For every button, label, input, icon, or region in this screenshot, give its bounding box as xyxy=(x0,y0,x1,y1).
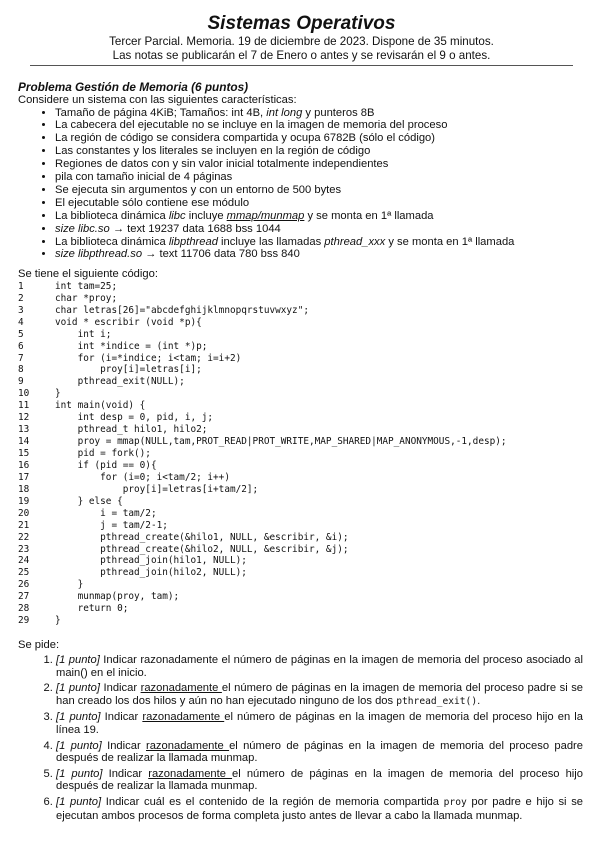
code-text: j = tam/2-1; xyxy=(55,519,168,531)
line-number: 6 xyxy=(18,340,24,352)
feature-item xyxy=(55,248,585,261)
code-text: } else { xyxy=(55,495,123,507)
code-line xyxy=(18,567,585,579)
text-run: pthread_exit() xyxy=(396,695,478,707)
line-number: 24 xyxy=(18,555,30,567)
line-number: 29 xyxy=(18,615,30,627)
text-run: libpthread xyxy=(168,235,218,248)
line-number: 17 xyxy=(18,471,30,483)
text-run: y punteros 8B xyxy=(302,106,375,119)
line-number: 26 xyxy=(18,579,30,591)
code-text: void * escribir (void *p){ xyxy=(55,316,202,328)
question-item xyxy=(56,711,585,736)
code-line xyxy=(18,472,585,484)
text-run: Indicar razonadamente el número de páginas en la imagen de memoria del proceso asociado al main() en el inicio. xyxy=(56,654,583,679)
code-text: pthread_join(hilo2, NULL); xyxy=(55,567,247,579)
text-run: La biblioteca dinámica xyxy=(55,209,169,222)
line-number: 15 xyxy=(18,448,30,459)
text-run: Indicar xyxy=(102,767,149,780)
code-line xyxy=(18,591,585,603)
text-run: Regiones de datos con y sin valor inicial totalmente independientes xyxy=(55,158,389,171)
code-text: } xyxy=(55,388,61,400)
text-run: y se monta en 1ª llamada xyxy=(385,235,515,248)
line-number: 13 xyxy=(18,424,30,436)
line-number: 25 xyxy=(18,567,30,579)
exam-subtitle-2: Las notas se publicarán el 7 de Enero o antes y se revisarán el 9 o antes. xyxy=(112,49,491,62)
question-item xyxy=(56,768,585,793)
code-text: int desp = 0, pid, i, j; xyxy=(55,412,214,424)
questions-intro: Se pide: xyxy=(18,639,60,652)
code-line xyxy=(18,341,585,353)
line-number: 21 xyxy=(18,519,30,531)
text-run: el número de páginas en la imagen de memoria del proceso hijo después de realizar la llamada munmap. xyxy=(56,767,584,793)
line-number: 20 xyxy=(18,507,30,519)
line-number: 12 xyxy=(18,412,30,424)
code-text: proy[i]=letras[i+tam/2]; xyxy=(55,483,259,495)
code-line xyxy=(18,412,585,424)
text-run: razonadamente xyxy=(148,767,233,780)
code-line xyxy=(18,555,585,567)
text-run: incluye las llamadas xyxy=(217,235,325,248)
code-line xyxy=(18,532,585,544)
code-line xyxy=(18,496,585,508)
question-item xyxy=(56,654,585,679)
line-number: 23 xyxy=(18,543,30,555)
line-number: 28 xyxy=(18,603,30,615)
code-line xyxy=(18,353,585,365)
line-number: 18 xyxy=(18,483,30,495)
feature-item xyxy=(55,197,585,210)
text-run: Se ejecuta sin argumentos y con un entorno de 500 bytes xyxy=(55,183,342,196)
text-run: La región de código se considera compartida y ocupa 6782B (sólo el código) xyxy=(55,132,435,145)
text-run: [1 punto] xyxy=(56,739,102,752)
feature-item xyxy=(55,132,585,145)
text-run: y se monta en 1ª llamada xyxy=(304,209,434,222)
code-text: munmap(proy, tam); xyxy=(55,591,180,603)
line-number: 14 xyxy=(18,436,30,448)
text-run: razonadamente xyxy=(140,682,222,695)
code-line xyxy=(18,460,585,472)
text-run: proy xyxy=(443,797,467,808)
text-run: Las constantes y los literales se incluyen en la región de código xyxy=(55,145,371,158)
code-line xyxy=(18,329,585,341)
text-run: pthread_xxx xyxy=(324,235,386,248)
text-run: razonadamente xyxy=(145,739,230,752)
line-number: 5 xyxy=(18,328,24,340)
code-text: int i; xyxy=(55,328,112,340)
line-number: 7 xyxy=(18,352,24,364)
code-text: char *proy; xyxy=(55,292,118,304)
line-number: 8 xyxy=(18,364,24,376)
code-text: } xyxy=(55,579,84,591)
code-line xyxy=(18,388,585,400)
code-line xyxy=(18,305,585,317)
code-line xyxy=(18,544,585,556)
line-number: 19 xyxy=(18,495,30,507)
feature-item xyxy=(55,223,585,236)
feature-item xyxy=(55,119,585,132)
code-line xyxy=(18,317,585,329)
code-text: int *indice = (int *)p; xyxy=(55,340,208,352)
features-list xyxy=(18,107,585,262)
code-text: } xyxy=(55,615,61,627)
text-run: . xyxy=(477,694,481,707)
text-run: size libpthread.so xyxy=(55,248,143,261)
code-line xyxy=(18,400,585,412)
text-run: el número de páginas en la imagen de memoria del proceso padre si se han creado los dos hilos y aún no han ejecutado ninguno de los dos xyxy=(56,682,584,707)
line-number: 2 xyxy=(18,292,24,304)
feature-item xyxy=(55,171,585,184)
header-divider xyxy=(30,65,573,66)
questions-list xyxy=(18,654,585,822)
code-line xyxy=(18,603,585,615)
text-run: el número de páginas en la imagen de memoria del proceso hijo en la línea 19. xyxy=(56,711,584,737)
text-run: Tamaño de página 4KiB; Tamaños: int 4B, xyxy=(55,106,267,119)
question-item xyxy=(56,740,585,765)
line-number: 10 xyxy=(18,388,30,400)
text-run: Indicar cuál es el contenido de la región de memoria compartida xyxy=(101,796,444,808)
line-number: 1 xyxy=(18,280,24,292)
code-text: if (pid == 0){ xyxy=(55,459,157,471)
text-run: mmap/munmap xyxy=(226,209,305,222)
text-run: razonadamente xyxy=(142,711,225,724)
text-run: int long xyxy=(266,106,303,119)
code-text: proy[i]=letras[i]; xyxy=(55,364,202,376)
feature-item xyxy=(55,184,585,197)
question-item xyxy=(56,796,585,822)
code-text: char letras[26]="abcdefghijklmnopqrstuvwxyz"; xyxy=(55,304,309,316)
code-line xyxy=(18,436,585,448)
code-intro: Se tiene el siguiente código: xyxy=(18,268,158,281)
code-line xyxy=(18,579,585,591)
text-run: [1 punto] xyxy=(56,796,102,808)
problem-title: Problema Gestión de Memoria (6 puntos) xyxy=(18,80,249,94)
text-run: size libc.so xyxy=(55,222,110,235)
code-line xyxy=(18,293,585,305)
line-number: 11 xyxy=(18,400,30,412)
feature-item xyxy=(55,210,585,223)
feature-item xyxy=(55,107,585,120)
text-run: pila con tamaño inicial de 4 páginas xyxy=(55,171,233,184)
text-run: [1 punto] xyxy=(56,654,100,667)
code-line xyxy=(18,424,585,436)
text-run: [1 punto] xyxy=(56,767,103,780)
line-number: 27 xyxy=(18,591,30,603)
code-text: for (i=*indice; i<tam; i=i+2) xyxy=(55,352,242,364)
feature-item xyxy=(55,236,585,249)
feature-item xyxy=(55,158,585,171)
text-run: Indicar xyxy=(101,739,146,752)
code-line xyxy=(18,615,585,627)
code-text: int main(void) { xyxy=(55,400,146,412)
code-line xyxy=(18,376,585,388)
code-line xyxy=(18,520,585,532)
text-run: el número de páginas en la imagen de memoria del proceso padre después de realizar la llamada munmap. xyxy=(56,739,583,765)
line-number: 4 xyxy=(18,316,24,328)
code-text: return 0; xyxy=(55,603,129,615)
text-run: El ejecutable sólo contiene ese módulo xyxy=(55,196,250,209)
code-text: for (i=0; i<tam/2; i++) xyxy=(55,471,230,483)
code-line xyxy=(18,448,585,460)
line-number: 16 xyxy=(18,459,30,471)
code-text: proy = mmap(NULL,tam,PROT_READ|PROT_WRITE,MAP_SHARED|MAP_ANONYMOUS,-1,desp); xyxy=(55,436,507,448)
text-run: → text 11706 data 780 bss 840 xyxy=(142,248,300,261)
text-run: Indicar xyxy=(99,682,141,695)
text-run: [1 punto] xyxy=(56,711,101,724)
code-text: pthread_t hilo1, hilo2; xyxy=(55,424,208,436)
feature-item xyxy=(55,145,585,158)
line-number: 22 xyxy=(18,531,30,543)
code-text: pthread_create(&hilo1, NULL, &escribir, &i); xyxy=(55,531,349,543)
text-run: Indicar xyxy=(100,711,143,724)
code-line xyxy=(18,364,585,376)
code-text: pthread_join(hilo1, NULL); xyxy=(55,555,247,567)
text-run: La biblioteca dinámica xyxy=(55,235,169,248)
code-text: pthread_create(&hilo2, NULL, &escribir, &j); xyxy=(55,543,349,555)
code-text: pid = fork(); xyxy=(55,448,151,459)
text-run: [1 punto] xyxy=(56,682,100,695)
text-run: incluye xyxy=(185,209,227,222)
text-run: libc xyxy=(168,209,186,222)
code-text: int tam=25; xyxy=(55,280,118,292)
question-item xyxy=(56,682,585,708)
code-line xyxy=(18,484,585,496)
code-line xyxy=(18,508,585,520)
code-listing xyxy=(18,281,585,627)
code-text: i = tam/2; xyxy=(55,507,157,519)
line-number: 9 xyxy=(18,376,24,388)
text-run: → text 19237 data 1688 bss 1044 xyxy=(109,222,281,235)
exam-subtitle-1: Tercer Parcial. Memoria. 19 de diciembre de 2023. Dispone de 35 minutos. xyxy=(109,35,494,48)
text-run: por padre e hijo si se ejecutan ambos procesos de forma completa justo antes de llevar a cabo la llamada munmap. xyxy=(56,796,584,822)
code-text: pthread_exit(NULL); xyxy=(55,376,185,388)
exam-title: Sistemas Operativos xyxy=(207,13,396,34)
line-number: 3 xyxy=(18,304,24,316)
code-line xyxy=(18,281,585,293)
problem-intro: Considere un sistema con las siguientes características: xyxy=(18,94,297,106)
text-run: La cabecera del ejecutable no se incluye en la imagen de memoria del proceso xyxy=(55,119,448,132)
